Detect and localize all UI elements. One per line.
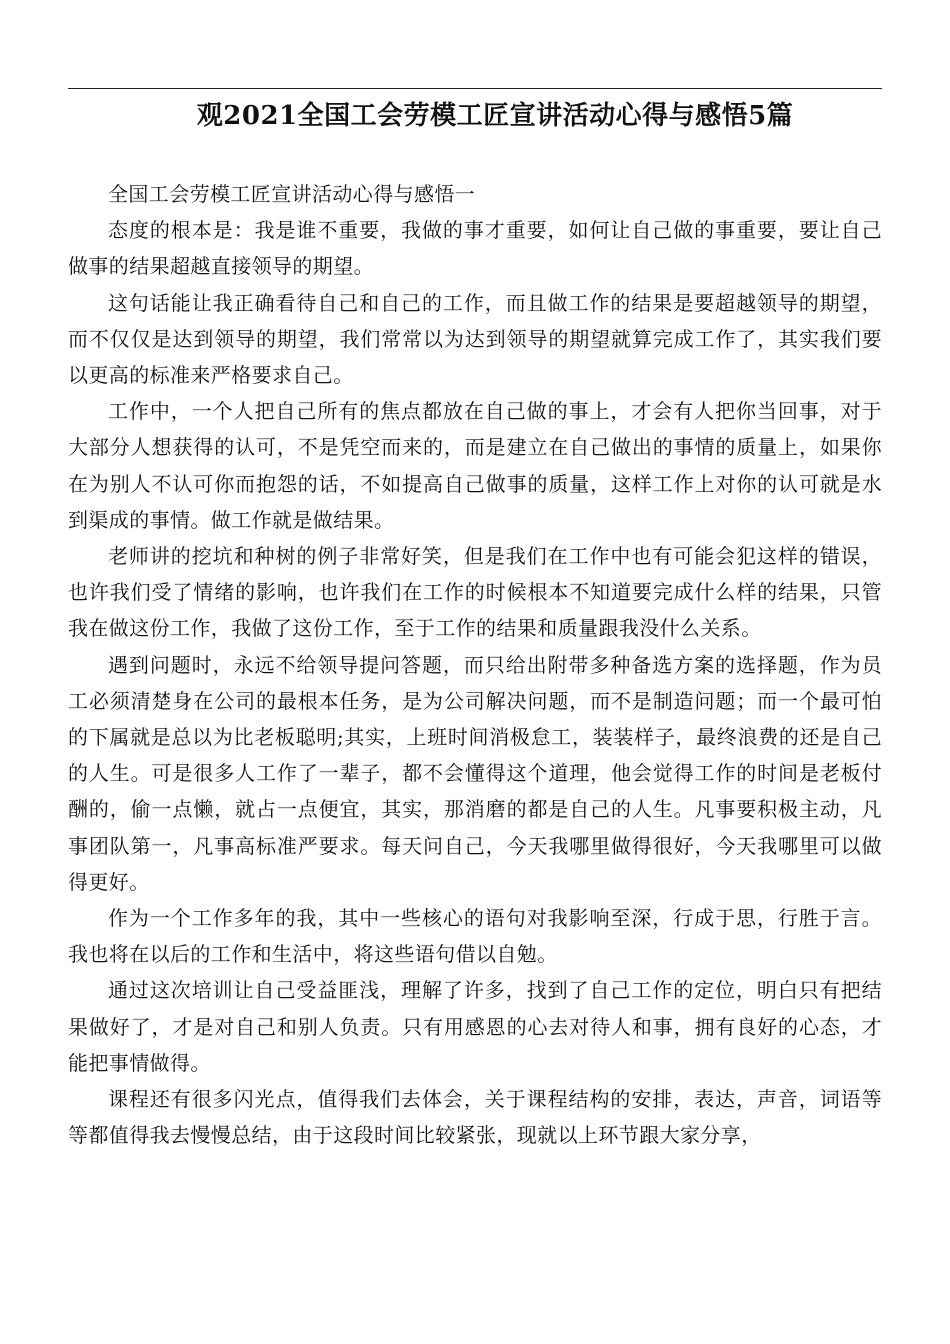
document-body [68,176,882,1153]
paragraph: 通过这次培训让自己受益匪浅，理解了许多，找到了自己工作的定位，明白只有把结果做好了，才是对自己和别人负责。只有用感恩的心去对待人和事，拥有良好的心态，才能把事情做得。 [68,978,882,1075]
paragraph: 这句话能让我正确看待自己和自己的工作，而且做工作的结果是要超越领导的期望，而不仅仅是达到领导的期望，我们常常以为达到领导的期望就算完成工作了，其实我们要以更高的标准来严格要求自己。 [68,290,882,388]
paragraph: 作为一个工作多年的我，其中一些核心的语句对我影响至深，行成于思，行胜于言。我也将在以后的工作和生活中，将这些语句借以自勉。 [68,906,882,967]
paragraph: 遇到问题时，永远不给领导提问答题，而只给出附带多种备选方案的选择题，作为员工必须清楚身在公司的最根本任务，是为公司解决问题，而不是制造问题；而一个最可怕的下属就是总以为比老板聪明;其实，上班时间消极怠工，装装样子，最终浪费的还是自己的人生。可是很多人工作了一辈子，都不会懂得这个道理，他会觉得工作的时间是老板付酬的，偷一点懒，就占一点便宜，其实，那消磨的都是自己的人生。凡事要积极主动，凡事团队第一，凡事高标准严要求。每天问自己，今天我哪里做得很好，今天我哪里可以做得更好。 [68,652,882,894]
paragraph: 课程还有很多闪光点，值得我们去体会，关于课程结构的安排，表达，声音，词语等等都值得我去慢慢总结，由于这段时间比较紧张，现就以上环节跟大家分享， [68,1087,882,1148]
header-rule [68,88,882,89]
document-title: 观2021全国工会劳模工匠宣讲活动心得与感悟5篇 [196,101,794,131]
section-heading: 全国工会劳模工匠宣讲活动心得与感悟一 [108,182,476,206]
paragraph: 工作中，一个人把自己所有的焦点都放在自己做的事上，才会有人把你当回事，对于大部分人想获得的认可，不是凭空而来的，而是建立在自己做出的事情的质量上，如果你在为别人不认可你而抱怨的话，不如提高自己做事的质量，这样工作上对你的认可就是水到渠成的事情。做工作就是做结果。 [68,399,882,532]
paragraph: 老师讲的挖坑和种树的例子非常好笑，但是我们在工作中也有可能会犯这样的错误，也许我们受了情绪的影响，也许我们在工作的时候根本不知道要完成什么样的结果，只管我在做这份工作，我做了这份工作，至于工作的结果和质量跟我没什么关系。 [68,544,882,641]
paragraph: 态度的根本是：我是谁不重要，我做的事才重要，如何让自己做的事重要，要让自己做事的结果超越直接领导的期望。 [68,218,882,279]
